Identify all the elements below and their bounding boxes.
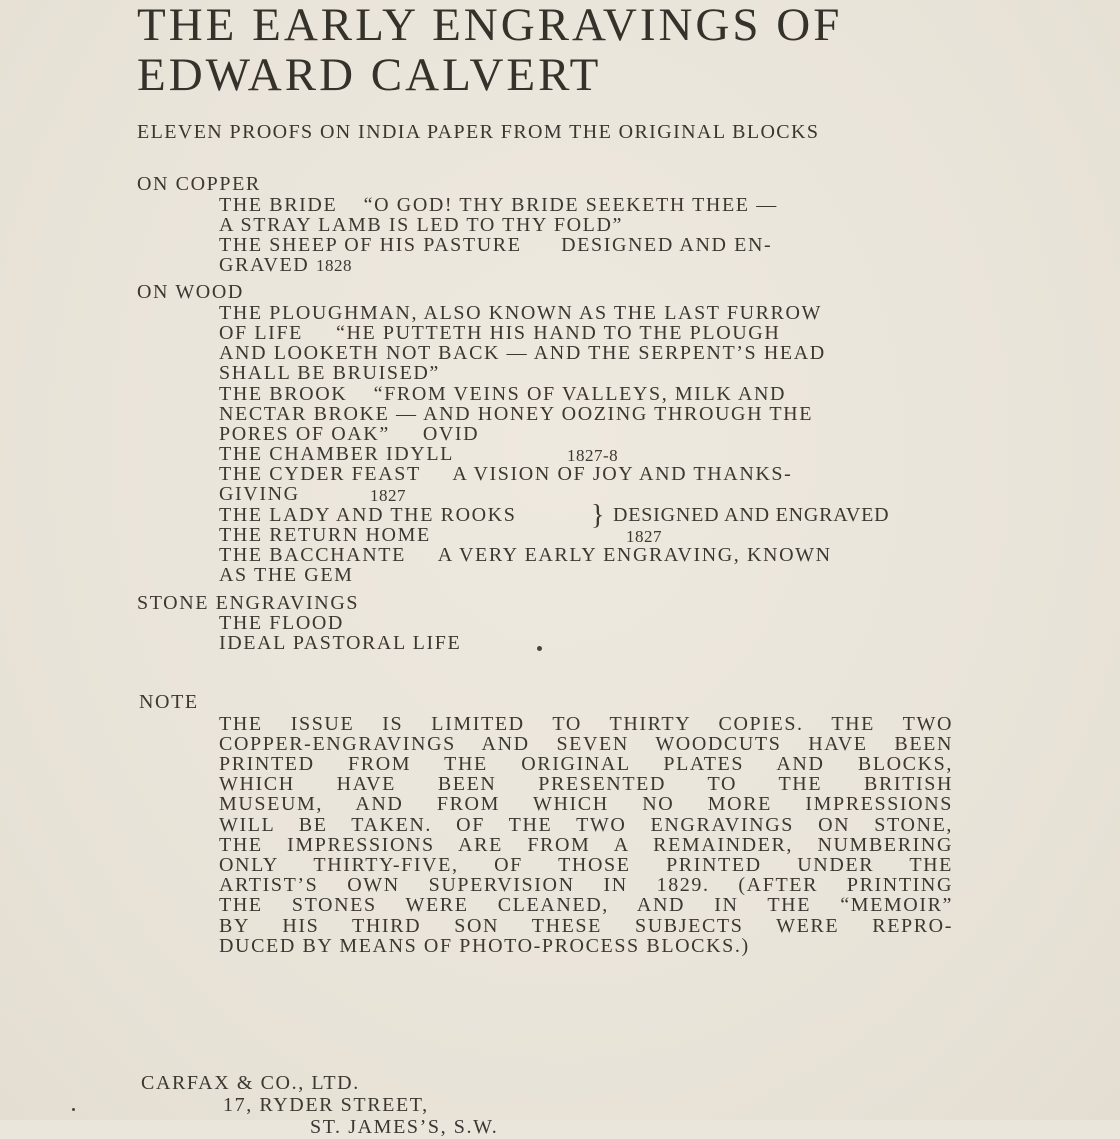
section-heading-copper: ON COPPER bbox=[137, 173, 261, 195]
note-line: THE STONES WERE CLEANED, AND IN THE “MEMOIR” bbox=[219, 894, 953, 916]
note-line: THE ISSUE IS LIMITED TO THIRTY COPIES. THE TWO bbox=[219, 713, 953, 735]
copper-line-1: THE BRIDE “O GOD! THY BRIDE SEEKETH THEE — bbox=[219, 194, 778, 216]
wood-line-3: AND LOOKETH NOT BACK — AND THE SERPENT’S HEAD bbox=[219, 342, 826, 364]
subtitle: ELEVEN PROOFS ON INDIA PAPER FROM THE ORIGINAL BLOCKS bbox=[137, 121, 820, 143]
stone-line-2: IDEAL PASTORAL LIFE bbox=[219, 632, 462, 654]
brace-glyph: } bbox=[591, 500, 605, 531]
section-heading-wood: ON WOOD bbox=[137, 281, 244, 303]
wood-line-6: NECTAR BROKE — AND HONEY OOZING THROUGH THE bbox=[219, 403, 814, 425]
note-line: COPPER-ENGRAVINGS AND SEVEN WOODCUTS HAVE BEEN bbox=[219, 733, 953, 755]
copper-line-4-text: GRAVED bbox=[219, 254, 316, 276]
copper-line-2: A STRAY LAMB IS LED TO THY FOLD” bbox=[219, 214, 624, 236]
wood-line-1: THE PLOUGHMAN, ALSO KNOWN AS THE LAST FURROW bbox=[219, 302, 823, 324]
note-line: ONLY THIRTY-FIVE, OF THOSE PRINTED UNDER THE bbox=[219, 854, 953, 876]
copper-year: 1828 bbox=[315, 256, 352, 275]
note-line: PRINTED FROM THE ORIGINAL PLATES AND BLOCKS, bbox=[219, 753, 953, 775]
note-line: WILL BE TAKEN. OF THE TWO ENGRAVINGS ON STONE, bbox=[219, 814, 953, 836]
publisher-street: 17, RYDER STREET, bbox=[223, 1094, 429, 1116]
note-line: ARTIST’S OWN SUPERVISION IN 1829. (AFTER PRINTING bbox=[219, 874, 953, 896]
title-line-2: EDWARD CALVERT bbox=[137, 49, 602, 101]
page-mark bbox=[72, 1108, 75, 1111]
publisher-district: ST. JAMES’S, S.W. bbox=[310, 1116, 499, 1138]
wood-year-3: 1827 bbox=[626, 527, 662, 546]
wood-line-5: THE BROOK “FROM VEINS OF VALLEYS, MILK AND bbox=[219, 383, 787, 405]
section-heading-note: NOTE bbox=[139, 691, 199, 713]
wood-line-8: THE CHAMBER IDYLL bbox=[219, 443, 454, 465]
wood-line-14: AS THE GEM bbox=[219, 564, 354, 586]
wood-line-4: SHALL BE BRUISED” bbox=[219, 362, 440, 384]
note-line: THE IMPRESSIONS ARE FROM A REMAINDER, NUMBERING bbox=[219, 834, 953, 856]
wood-line-10: GIVING bbox=[219, 483, 300, 505]
stone-line-1: THE FLOOD bbox=[219, 612, 344, 634]
wood-line-2: OF LIFE “HE PUTTETH HIS HAND TO THE PLOUGH bbox=[219, 322, 781, 344]
page-title bbox=[137, 0, 957, 100]
copper-line-3: THE SHEEP OF HIS PASTURE DESIGNED AND EN- bbox=[219, 234, 773, 256]
wood-line-9: THE CYDER FEAST A VISION OF JOY AND THANKS- bbox=[219, 463, 793, 485]
wood-line-11-note: DESIGNED AND ENGRAVED bbox=[613, 504, 890, 526]
wood-year-2: 1827 bbox=[370, 486, 406, 505]
note-line: BY HIS THIRD SON THESE SUBJECTS WERE REPRO- bbox=[219, 915, 953, 937]
wood-line-13: THE BACCHANTE A VERY EARLY ENGRAVING, KNOWN bbox=[219, 544, 832, 566]
wood-line-11: THE LADY AND THE ROOKS bbox=[219, 504, 517, 526]
note-line: MUSEUM, AND FROM WHICH NO MORE IMPRESSIONS bbox=[219, 793, 953, 815]
title-line-1: THE EARLY ENGRAVINGS OF bbox=[137, 0, 843, 51]
wood-line-7: PORES OF OAK” OVID bbox=[219, 423, 480, 445]
wood-year-1: 1827-8 bbox=[567, 446, 619, 465]
ink-dot bbox=[537, 646, 542, 651]
note-line: DUCED BY MEANS OF PHOTO-PROCESS BLOCKS.) bbox=[219, 935, 750, 957]
copper-line-4 bbox=[219, 255, 352, 276]
wood-line-12: THE RETURN HOME bbox=[219, 524, 431, 546]
section-heading-stone: STONE ENGRAVINGS bbox=[137, 592, 360, 614]
publisher-name: CARFAX & CO., LTD. bbox=[141, 1072, 360, 1094]
note-line: WHICH HAVE BEEN PRESENTED TO THE BRITISH bbox=[219, 773, 953, 795]
